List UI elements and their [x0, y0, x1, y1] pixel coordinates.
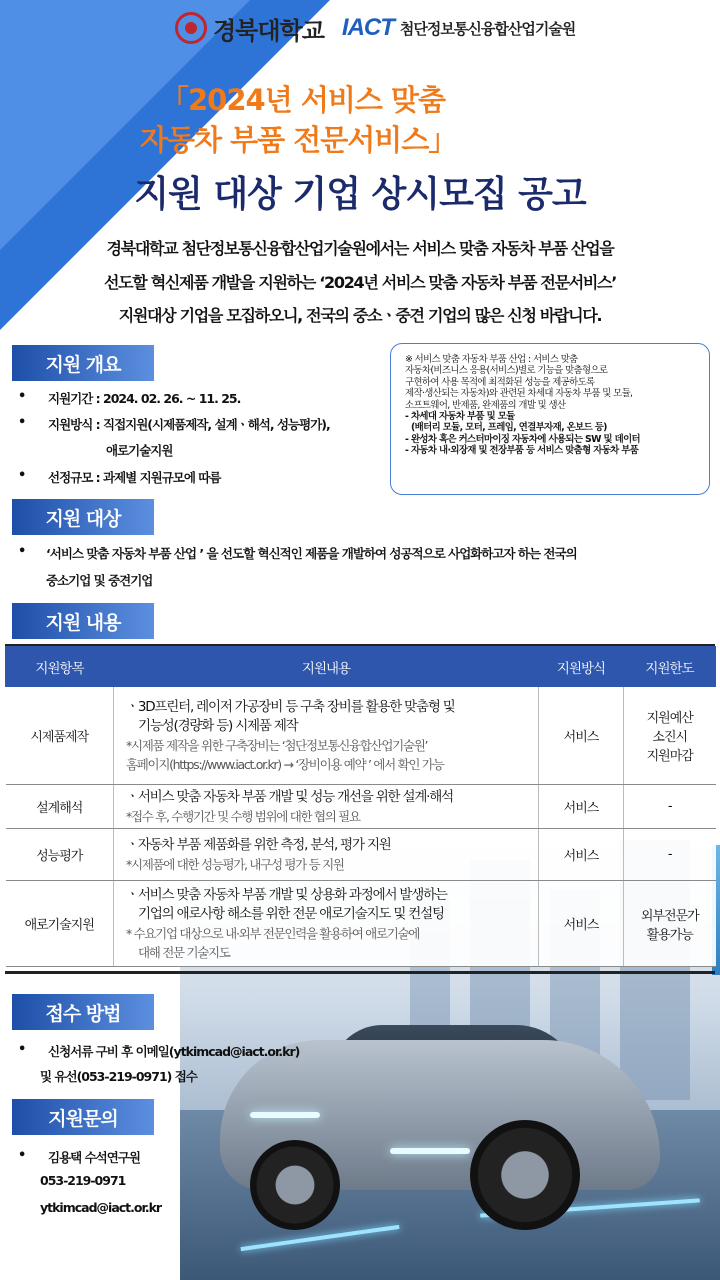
- column-header: 지원항목: [6, 647, 114, 687]
- institute-name: 첨단정보통신융합산업기술원: [399, 19, 576, 38]
- limit-cell: -: [624, 829, 716, 881]
- column-header: 지원방식: [539, 647, 624, 687]
- note-line: 자동차(비즈니스 응용(서비스)별로 기능을 맞춤형으로: [405, 365, 608, 377]
- overview-period: 지원기간 : 2024. 02. 26. ~ 11. 25.: [48, 391, 241, 406]
- item-cell: 설계해석: [6, 785, 114, 829]
- content-sub: 홈페이지(https://www.iact.or.kr) → ‘장비이용 예약 ’ 에서 확인 가능: [126, 756, 444, 772]
- table-row: [6, 881, 716, 967]
- bullet-icon: •: [18, 415, 27, 430]
- content-main: ㆍ서비스 맞춤 자동차 부품 개발 및 성능 개선을 위한 설계·해석: [126, 788, 453, 805]
- column-header: 지원한도: [624, 647, 716, 687]
- note-line: 구현하여 사용 목적에 최적화된 성능을 제공하도록: [405, 376, 595, 388]
- content-main: ㆍ자동차 부품 제품화를 위한 측정, 분석, 평가 지원: [126, 836, 391, 853]
- method-cell: 서비스: [539, 687, 624, 785]
- item-cell: 시제품제작: [6, 687, 114, 785]
- content-cell: [114, 687, 539, 785]
- target-line-1: ‘서비스 맞춤 자동차 부품 산업 ’ 을 선도할 혁신적인 제품을 개발하여 성공적으로 사업화하고자 하는 전국의: [46, 546, 577, 561]
- note-line: (배터리 모듈, 모터, 프레임, 연결부자재, 온보드 등): [411, 422, 607, 434]
- content-cell: [114, 785, 539, 829]
- limit-cell: [624, 881, 716, 967]
- car-wheel: [250, 1140, 340, 1230]
- content-main: ㆍ서비스 맞춤 자동차 부품 개발 및 상용화 과정에서 발생하는: [126, 886, 447, 903]
- content-cell: [114, 829, 539, 881]
- title-line-1: 「2024년 서비스 맞춤: [160, 83, 445, 117]
- note-line: 소프트웨어, 반제품, 완제품의 개발 및 생산: [405, 399, 566, 411]
- bullet-icon: •: [18, 389, 27, 404]
- note-line: - 자동차 내·외장재 및 전장부품 등 서비스 맞춤형 자동차 부품: [405, 445, 639, 457]
- section-label-inquiry: 지원문의: [12, 1099, 154, 1135]
- inquiry-phone: 053-219-0971: [40, 1173, 126, 1188]
- section-label-content: 지원 내용: [12, 603, 154, 639]
- title-line-2: 자동차 부품 전문서비스」: [140, 123, 457, 157]
- inquiry-name: 김용택 수석연구원: [48, 1150, 140, 1165]
- content-main: ㆍ3D프린터, 레이저 가공장비 등 구축 장비를 활용한 맞춤형 및: [126, 698, 455, 715]
- page-title: 지원 대상 기업 상시모집 공고: [134, 174, 586, 215]
- inquiry-email: ytkimcad@iact.or.kr: [40, 1200, 162, 1215]
- method-cell: 서비스: [539, 785, 624, 829]
- overview-method-cont: 애로기술지원: [106, 443, 173, 458]
- limit-text: 지원마감: [646, 749, 693, 764]
- industry-note-box: [390, 343, 710, 495]
- overview-scale: 선정규모 : 과제별 지원규모에 따름: [48, 470, 221, 485]
- limit-text: 소진시: [652, 730, 688, 745]
- limit-text: 지원예산: [646, 711, 693, 726]
- content-main: 기능성(경량화 등) 시제품 제작: [138, 717, 298, 734]
- item-cell: 성능평가: [6, 829, 114, 881]
- note-line: 제작·생산되는 자동차)와 관련된 차세대 자동차 부품 및 모듈,: [405, 388, 633, 400]
- headlight: [250, 1112, 320, 1118]
- content-sub: *시제품에 대한 성능평가, 내구성 평가 등 지원: [126, 856, 344, 872]
- bullet-icon: •: [18, 544, 27, 559]
- limit-cell: -: [624, 785, 716, 829]
- table-header-row: [6, 647, 716, 687]
- section-label-apply: 접수 방법: [12, 994, 154, 1030]
- intro-line-1: 경북대학교 첨단정보통신융합산업기술원에서는 서비스 맞춤 자동차 부품 산업을: [106, 239, 614, 258]
- intro-line-3: 지원대상 기업을 모집하오니, 전국의 중소ㆍ중견 기업의 많은 신청 바랍니다.: [118, 306, 602, 325]
- target-line-2: 중소기업 및 중견기업: [46, 573, 153, 588]
- content-sub: * 수요기업 대상으로 내·외부 전문인력을 활용하여 애로기술에: [126, 925, 420, 941]
- content-cell: [114, 881, 539, 967]
- content-main: 기업의 애로사항 해소를 위한 전문 애로기술지도 및 컨설팅: [138, 905, 444, 922]
- support-table: [5, 646, 716, 967]
- apply-line-1: 신청서류 구비 후 이메일(ytkimcad@iact.or.kr): [48, 1044, 300, 1059]
- table-row: [6, 687, 716, 785]
- apply-line-2: 및 유선(053-219-0971) 접수: [40, 1069, 197, 1084]
- note-line: - 차세대 자동차 부품 및 모듈: [405, 411, 515, 423]
- limit-cell: [624, 687, 716, 785]
- iact-logo: IACT: [341, 14, 394, 41]
- item-cell: 애로기술지원: [6, 881, 114, 967]
- table-row: [6, 785, 716, 829]
- bullet-icon: •: [18, 468, 27, 483]
- content-sub: *접수 후, 수행기간 및 수행 범위에 대한 협의 필요: [126, 808, 360, 824]
- note-line: ※ 서비스 맞춤 자동차 부품 산업 : 서비스 맞춤: [405, 354, 578, 365]
- section-label-target: 지원 대상: [12, 499, 154, 535]
- method-cell: 서비스: [539, 829, 624, 881]
- overview-method: 지원방식 : 직접지원(시제품제작, 설계ㆍ해석, 성능평가),: [48, 417, 330, 432]
- note-line: - 완성차 혹은 커스터마이징 자동차에 사용되는 SW 및 데이터: [405, 433, 640, 445]
- method-cell: 서비스: [539, 881, 624, 967]
- univ-name: 경북대학교: [213, 15, 324, 45]
- column-header: 지원내용: [114, 647, 539, 687]
- limit-text: 외부전문가: [640, 908, 699, 924]
- bullet-icon: •: [18, 1042, 27, 1057]
- section-label-overview: 지원 개요: [12, 345, 154, 381]
- headlight: [390, 1148, 470, 1154]
- content-sub: 대해 전문 기술지도: [138, 944, 230, 960]
- knu-seal-icon: [175, 12, 207, 44]
- logo-bar: [175, 8, 715, 48]
- table-bottom-rule: [5, 971, 715, 974]
- content-sub: *시제품 제작을 위한 구축장비는 ‘첨단정보통신융합산업기술원’: [126, 737, 428, 753]
- bullet-icon: •: [18, 1148, 27, 1163]
- car-wheel: [470, 1120, 580, 1230]
- table-row: [6, 829, 716, 881]
- intro-line-2: 선도할 혁신제품 개발을 지원하는 ‘2024년 서비스 맞춤 자동차 부품 전문서비스’: [103, 273, 616, 292]
- limit-text: 활용가능: [646, 927, 693, 943]
